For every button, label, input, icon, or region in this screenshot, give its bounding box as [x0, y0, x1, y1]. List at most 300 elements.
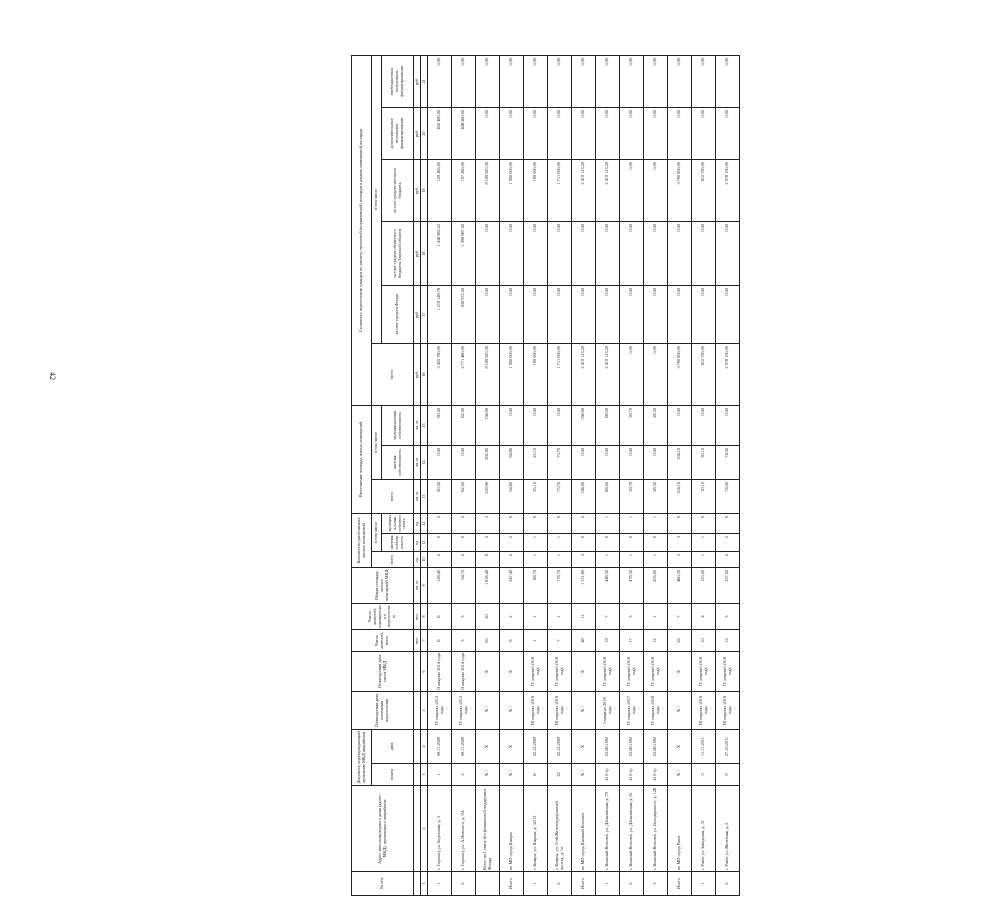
rooms-municipal-cell: 0 — [692, 513, 716, 533]
unit-cell: руб. — [414, 285, 421, 343]
cost-total-cell: 2 419 123,20 — [572, 343, 596, 405]
residents-cell: 25 — [668, 630, 692, 652]
area-private-cell: 0,00 — [428, 445, 452, 479]
rooms-municipal-cell: 0 — [500, 513, 524, 533]
total-area-cell: 94,70 — [452, 568, 476, 604]
area-private-cell: 73,70 — [548, 445, 572, 479]
rooms-private-cell: 0 — [452, 534, 476, 552]
unit-cell: руб. — [414, 159, 421, 221]
table-row — [476, 55, 500, 895]
area-total-cell: 94,80 — [500, 479, 524, 513]
doc-number-cell: X — [476, 764, 500, 786]
area-municipal-cell: 80,50 — [428, 405, 452, 445]
table-row — [644, 55, 668, 895]
doc-date-cell: 09.11.2009 — [452, 730, 476, 764]
rooms-total-cell: 1 — [548, 552, 572, 568]
area-total-cell: 104,10 — [668, 479, 692, 513]
table-row — [524, 55, 548, 895]
cost-fund-cell: 0,00 — [500, 285, 524, 343]
column-number-cell: 6 — [421, 652, 428, 692]
cost-total-cell: 1 711 000,00 — [548, 343, 572, 405]
rooms-municipal-cell: 3 — [476, 513, 500, 533]
table-row — [548, 55, 572, 895]
column-number-cell: 17 — [421, 285, 428, 343]
plan-resettle-cell: III квартал 2018 года — [548, 692, 572, 730]
table-row — [668, 55, 692, 895]
residents-planned-cell: 4 — [692, 604, 716, 630]
row-number-cell: 3 — [644, 872, 668, 896]
plan-demolish-cell: X — [476, 652, 500, 692]
residents-cell: 12 — [644, 630, 668, 652]
header-rooms-total: всего — [372, 552, 414, 568]
residents-cell: 10 — [692, 630, 716, 652]
cost-extra-cell: 0,00 — [476, 55, 500, 107]
table-row — [596, 55, 620, 895]
area-private-cell: 0,00 — [572, 445, 596, 479]
unit-cell — [414, 652, 421, 692]
rooms-private-cell: 0 — [428, 534, 452, 552]
column-number-cell: 1 — [421, 872, 428, 896]
cost-fund-cell: 0,00 — [524, 285, 548, 343]
rooms-private-cell: 0 — [572, 534, 596, 552]
header-rooms-group: Количество расселяемых жилых помещений — [352, 513, 372, 567]
header-plan-demolish: Планируемая дата сноса МКД — [352, 652, 414, 692]
units-row — [414, 55, 421, 895]
area-municipal-cell: 62,00 — [452, 405, 476, 445]
cost-regional-cell: 0,00 — [572, 221, 596, 285]
area-total-cell: 28,30 — [644, 479, 668, 513]
area-municipal-cell: 0,00 — [524, 405, 548, 445]
cost-additional-cell: 0,00 — [524, 107, 548, 159]
residents-cell: 3 — [452, 630, 476, 652]
row-number-cell: 1 — [428, 872, 452, 896]
area-private-cell: 0,00 — [452, 445, 476, 479]
header-cost-extra: внебюджетных источников финансирования — [382, 55, 414, 107]
cost-total-cell: 8 109 923,30 — [476, 343, 500, 405]
doc-date-cell: 22.12.2009 — [524, 730, 548, 764]
rooms-total-cell: 1 — [644, 552, 668, 568]
cost-fund-cell: 0,00 — [596, 285, 620, 343]
residents-cell: 8 — [500, 630, 524, 652]
cost-local-cell: 0,00 — [620, 159, 644, 221]
resettlement-table — [351, 55, 740, 896]
area-municipal-cell: 59,70 — [620, 405, 644, 445]
area-total-cell: 80,50 — [428, 479, 452, 513]
row-number-cell: 1 — [524, 872, 548, 896]
cost-extra-cell: 0,00 — [692, 55, 716, 107]
address-cell: г. Вышний Волочек, ул. Д.Бакинская, д. 81 — [620, 786, 644, 872]
cost-additional-cell: 0,00 — [500, 107, 524, 159]
cost-regional-cell: 0,00 — [692, 221, 716, 285]
doc-date-cell: X — [500, 730, 524, 764]
cost-additional-cell: 626 260,00 — [452, 107, 476, 159]
rooms-total-cell: 1 — [524, 552, 548, 568]
area-private-cell: 25,10 — [524, 445, 548, 479]
cost-extra-cell: 0,00 — [596, 55, 620, 107]
plan-demolish-cell: X — [572, 652, 596, 692]
header-area-private: частная собственность — [382, 445, 414, 479]
area-total-cell: 73,70 — [548, 479, 572, 513]
header-area-group: Расселяемая площадь жилых помещений — [352, 405, 372, 513]
cost-regional-cell: 0,00 — [668, 221, 692, 285]
doc-number-cell: 5 — [452, 764, 476, 786]
plan-resettle-cell: IV квартал 2013 года — [452, 692, 476, 730]
row-number-cell: 2 — [452, 872, 476, 896]
doc-date-cell: 25.06.1992 — [596, 730, 620, 764]
cost-additional-cell: 0,00 — [644, 107, 668, 159]
cost-local-cell: 2 419 123,20 — [572, 159, 596, 221]
header-residents: Число жителей, всего — [352, 630, 414, 652]
cost-fund-cell: 0,00 — [620, 285, 644, 343]
cost-local-cell: 129 265,00 — [428, 159, 452, 221]
header-doc-date: дата — [372, 730, 414, 764]
cost-local-cell: 2 419 123,20 — [596, 159, 620, 221]
header-plan-resettle: Планируемая дата окончания переселения — [352, 692, 414, 730]
area-municipal-cell: 136,00 — [476, 405, 500, 445]
cost-total-cell: 1 900 000,00 — [500, 343, 524, 405]
rooms-municipal-cell: 0 — [716, 513, 740, 533]
resettlement-table-container — [351, 56, 891, 896]
total-area-cell: 247,40 — [500, 568, 524, 604]
residents-cell: 1 — [524, 630, 548, 652]
doc-number-cell: 410-1р — [644, 764, 668, 786]
doc-number-cell: X — [500, 764, 524, 786]
unit-cell: ед. — [414, 513, 421, 533]
cost-fund-cell: 0,00 — [692, 285, 716, 343]
doc-number-cell: 6 — [524, 764, 548, 786]
header-cost-total: всего — [372, 343, 414, 405]
header-doc-num: номер — [372, 764, 414, 786]
cost-fund-cell: 0,00 — [716, 285, 740, 343]
cost-extra-cell: 0,00 — [548, 55, 572, 107]
cost-additional-cell: 0,00 — [596, 107, 620, 159]
cost-additional-cell: 0,00 — [692, 107, 716, 159]
unit-cell: кв. м — [414, 445, 421, 479]
unit-cell: руб. — [414, 343, 421, 405]
unit-cell — [414, 786, 421, 872]
cost-fund-cell: 0,00 — [548, 285, 572, 343]
address-cell: по МО город Ржев — [668, 786, 692, 872]
area-total-cell: 25,10 — [524, 479, 548, 513]
doc-number-cell: 3 — [692, 764, 716, 786]
cost-local-cell: 1 900 000,00 — [500, 159, 524, 221]
doc-date-cell: X — [572, 730, 596, 764]
residents-planned-cell: 3 — [452, 604, 476, 630]
rooms-private-cell: 1 — [524, 534, 548, 552]
rooms-private-cell: 2 — [716, 534, 740, 552]
column-number-cell: 8 — [421, 604, 428, 630]
residents-planned-cell: 11 — [572, 604, 596, 630]
unit-cell: кв. м — [414, 568, 421, 604]
rooms-municipal-cell: 0 — [548, 513, 572, 533]
header-area-total: всего — [372, 479, 414, 513]
cost-regional-cell: 0,00 — [716, 221, 740, 285]
cost-total-cell: 189 000,00 — [524, 343, 548, 405]
area-total-cell: 156,00 — [572, 479, 596, 513]
header-residents-planned: Число жителей, планируемых к переселению — [352, 604, 414, 630]
cost-extra-cell: 0,00 — [524, 55, 548, 107]
area-private-cell: 202,90 — [476, 445, 500, 479]
unit-cell: ед. — [414, 552, 421, 568]
cost-fund-cell: 0,00 — [644, 285, 668, 343]
cost-regional-cell: 0,00 — [524, 221, 548, 285]
address-cell: г. Вышний Волочек, ул. Володарского, д. 126 — [644, 786, 668, 872]
plan-demolish-cell: IV квартал 2018 года — [716, 652, 740, 692]
cost-regional-cell: 0,00 — [548, 221, 572, 285]
cost-local-cell: 8 109 923,30 — [476, 159, 500, 221]
unit-cell — [414, 730, 421, 764]
row-number-cell: Итого — [668, 872, 692, 896]
cost-local-cell: 3 790 800,00 — [668, 159, 692, 221]
plan-resettle-cell: III квартал 2018 года — [692, 692, 716, 730]
plan-demolish-cell: IV квартал 2018 года — [596, 652, 620, 692]
rooms-municipal-cell: 5 — [572, 513, 596, 533]
row-number-cell: 1 — [692, 872, 716, 896]
residents-planned-cell: 3 — [716, 604, 740, 630]
area-municipal-cell: 0,00 — [692, 405, 716, 445]
table-row — [716, 55, 740, 895]
area-total-cell: 68,00 — [596, 479, 620, 513]
residents-cell: 83 — [476, 630, 500, 652]
cost-total-cell: 2 771 460,00 — [452, 343, 476, 405]
header-cost-additional: дополнительные источники финансирования — [382, 107, 414, 159]
doc-number-cell: 22 — [548, 764, 572, 786]
plan-demolish-cell: IV квартал 2018 года — [548, 652, 572, 692]
doc-number-cell: 410-1р — [620, 764, 644, 786]
rooms-total-cell: 1 — [620, 552, 644, 568]
total-area-cell: 1 816,40 — [476, 568, 500, 604]
plan-resettle-cell: IV квартал 2013 года — [428, 692, 452, 730]
area-total-cell: 30,10 — [692, 479, 716, 513]
page-number: 42 — [48, 372, 57, 380]
plan-resettle-cell: X — [572, 692, 596, 730]
plan-demolish-cell: IV квартал 2018 года — [524, 652, 548, 692]
plan-demolish-cell: X — [668, 652, 692, 692]
address-cell: Всего по I этапу без финансовой поддержки Фонда — [476, 786, 500, 872]
doc-date-cell: 25.06.1992 — [620, 730, 644, 764]
cost-total-cell: 0,00 — [644, 343, 668, 405]
cost-local-cell: 1 711 000,00 — [548, 159, 572, 221]
area-private-cell: 0,00 — [620, 445, 644, 479]
cost-regional-cell: 0,00 — [476, 221, 500, 285]
rooms-total-cell: 8 — [476, 552, 500, 568]
row-number-cell: Итого — [572, 872, 596, 896]
rooms-private-cell: 2 — [500, 534, 524, 552]
doc-date-cell: 25.06.1992 — [644, 730, 668, 764]
column-number-cell: 21 — [421, 55, 428, 107]
rooms-municipal-cell: 1 — [596, 513, 620, 533]
cost-regional-cell: 1 436 885,22 — [428, 221, 452, 285]
plan-demolish-cell: II квартал 2014 года — [452, 652, 476, 692]
cost-local-cell: 2 978 100,00 — [716, 159, 740, 221]
total-area-cell: 68,70 — [524, 568, 548, 604]
area-private-cell: 0,00 — [644, 445, 668, 479]
cost-additional-cell: 0,00 — [620, 107, 644, 159]
residents-planned-cell: 1 — [548, 604, 572, 630]
row-number-cell — [476, 872, 500, 896]
address-cell: г. Ржев, ул. Железная, д. 2 — [716, 786, 740, 872]
area-municipal-cell: 0,00 — [668, 405, 692, 445]
cost-extra-cell: 0,00 — [668, 55, 692, 107]
address-cell: г. Ржев, ул. Заводская, д. 31 — [692, 786, 716, 872]
cost-additional-cell: 650 480,00 — [428, 107, 452, 159]
doc-number-cell: 1 — [428, 764, 452, 786]
header-cost-regional: за счет средств областного бюджета Тверской области — [382, 221, 414, 285]
total-area-cell: 448,30 — [596, 568, 620, 604]
doc-number-cell: 9 — [716, 764, 740, 786]
unit-cell: руб. — [414, 221, 421, 285]
cost-extra-cell: 0,00 — [572, 55, 596, 107]
rooms-private-cell: 1 — [548, 534, 572, 552]
plan-resettle-cell: X — [500, 692, 524, 730]
area-total-cell: 62,00 — [452, 479, 476, 513]
cost-extra-cell: 0,00 — [500, 55, 524, 107]
column-number-cell: 10 — [421, 552, 428, 568]
plan-demolish-cell: IV квартал 2018 года — [620, 652, 644, 692]
rooms-private-cell: 3 — [668, 534, 692, 552]
unit-cell — [414, 764, 421, 786]
column-number-cell: 16 — [421, 343, 428, 405]
total-area-cell: 478,30 — [620, 568, 644, 604]
column-number-cell: 7 — [421, 630, 428, 652]
residents-planned-cell: 1 — [644, 604, 668, 630]
cost-fund-cell: 0,00 — [476, 285, 500, 343]
residents-planned-cell: 6 — [428, 604, 452, 630]
cost-total-cell: 3 790 800,00 — [668, 343, 692, 405]
table-row — [572, 55, 596, 895]
rooms-private-cell: 0 — [644, 534, 668, 552]
column-number-cell: 3 — [421, 764, 428, 786]
rooms-municipal-cell: 0 — [668, 513, 692, 533]
column-number-cell: 2 — [421, 786, 428, 872]
column-number-cell: 19 — [421, 159, 428, 221]
column-number-cell: 15 — [421, 405, 428, 445]
plan-resettle-cell: IV квартал 2017 года — [620, 692, 644, 730]
rooms-total-cell: 2 — [500, 552, 524, 568]
header-cost-fund: за счет средств Фонда — [382, 285, 414, 343]
cost-regional-cell: 0,00 — [596, 221, 620, 285]
cost-total-cell: 0,00 — [620, 343, 644, 405]
residents-planned-cell: 3 — [620, 604, 644, 630]
header-doc: Документ, подтверждающий признание МКД аварийным — [352, 730, 372, 786]
cost-extra-cell: 0,00 — [428, 55, 452, 107]
row-number-cell: 2 — [620, 872, 644, 896]
column-number-cell: 18 — [421, 221, 428, 285]
rooms-municipal-cell: 1 — [620, 513, 644, 533]
column-number-cell: 14 — [421, 445, 428, 479]
unit-cell: кв. м — [414, 405, 421, 445]
row-number-cell: 2 — [548, 872, 572, 896]
rooms-total-cell: 2 — [452, 552, 476, 568]
area-total-cell: 74,00 — [716, 479, 740, 513]
rooms-private-cell: 5 — [476, 534, 500, 552]
header-address: Адрес многоквартирного дома (далее - МКД), признанного аварийным — [352, 786, 414, 872]
residents-planned-cell: 7 — [596, 604, 620, 630]
cost-local-cell: 812 700,00 — [692, 159, 716, 221]
doc-date-cell: X — [476, 730, 500, 764]
cost-additional-cell: 0,00 — [668, 107, 692, 159]
cost-total-cell: 3 435 780,00 — [428, 343, 452, 405]
header-area-including: в том числе — [372, 405, 382, 479]
unit-cell — [414, 692, 421, 730]
area-private-cell: 104,10 — [668, 445, 692, 479]
table-row — [620, 55, 644, 895]
address-cell: г. Вышний Волочек, ул. Д.Бакинская, д. 79 — [596, 786, 620, 872]
row-number-cell: Итого — [500, 872, 524, 896]
cost-total-cell: 2 419 123,20 — [596, 343, 620, 405]
residents-planned-cell: 1 — [524, 604, 548, 630]
cost-extra-cell: 0,00 — [644, 55, 668, 107]
area-private-cell: 0,00 — [596, 445, 620, 479]
residents-cell: 15 — [716, 630, 740, 652]
rooms-municipal-cell: 2 — [428, 513, 452, 533]
residents-planned-cell: 2 — [500, 604, 524, 630]
table-row — [692, 55, 716, 895]
area-municipal-cell: 0,00 — [548, 405, 572, 445]
rooms-total-cell: 1 — [692, 552, 716, 568]
unit-cell: руб. — [414, 55, 421, 107]
column-numbers-row — [421, 55, 428, 895]
column-number-cell: 9 — [421, 568, 428, 604]
address-cell: г. Кимры, ул. 3-ий Железнодорожный проезд, д. 1в — [548, 786, 572, 872]
plan-resettle-cell: X — [476, 692, 500, 730]
residents-cell: 17 — [620, 630, 644, 652]
area-municipal-cell: 28,30 — [644, 405, 668, 445]
cost-regional-cell: 0,00 — [620, 221, 644, 285]
total-area-cell: 178,70 — [548, 568, 572, 604]
cost-extra-cell: 0,00 — [452, 55, 476, 107]
residents-planned-cell: 20 — [476, 604, 500, 630]
unit-cell: ед. — [414, 534, 421, 552]
unit-cell — [414, 872, 421, 896]
header-cost-including: в том числе — [372, 55, 382, 343]
total-area-cell: 460,30 — [668, 568, 692, 604]
rooms-private-cell: 0 — [596, 534, 620, 552]
cost-total-cell: 2 978 100,00 — [716, 343, 740, 405]
doc-date-cell: 09.11.2009 — [428, 730, 452, 764]
table-body — [428, 55, 740, 895]
plan-demolish-cell: IV квартал 2018 года — [692, 652, 716, 692]
header-total-area: Общая площадь жилых помещений МКД — [352, 568, 414, 604]
cost-regional-cell: 0,00 — [500, 221, 524, 285]
header-cost-local: за счет средств местного бюджета — [382, 159, 414, 221]
cost-extra-cell: 0,00 — [716, 55, 740, 107]
address-cell: г. Торопец, ул. Березовая, д. 3 — [428, 786, 452, 872]
column-number-cell: 5 — [421, 692, 428, 730]
plan-resettle-cell: X — [668, 692, 692, 730]
doc-number-cell: X — [668, 764, 692, 786]
row-number-cell: 2 — [716, 872, 740, 896]
doc-number-cell: X — [572, 764, 596, 786]
cost-fund-cell: 938 972,50 — [452, 285, 476, 343]
column-number-cell: 11 — [421, 534, 428, 552]
area-municipal-cell: 0,00 — [500, 405, 524, 445]
cost-local-cell: 189 000,00 — [524, 159, 548, 221]
address-cell: г. Кимры, ул. Кирова, д. 32/13 — [524, 786, 548, 872]
unit-cell: руб. — [414, 107, 421, 159]
total-area-cell: 337,00 — [716, 568, 740, 604]
plan-demolish-cell: X — [500, 652, 524, 692]
rooms-private-cell: 0 — [620, 534, 644, 552]
residents-cell: 7 — [548, 630, 572, 652]
total-area-cell: 123,00 — [692, 568, 716, 604]
cost-additional-cell: 0,00 — [548, 107, 572, 159]
unit-cell: кв. м — [414, 479, 421, 513]
cost-fund-cell: 0,00 — [572, 285, 596, 343]
area-total-cell: 338,90 — [476, 479, 500, 513]
rooms-total-cell: 2 — [428, 552, 452, 568]
cost-fund-cell: 0,00 — [668, 285, 692, 343]
